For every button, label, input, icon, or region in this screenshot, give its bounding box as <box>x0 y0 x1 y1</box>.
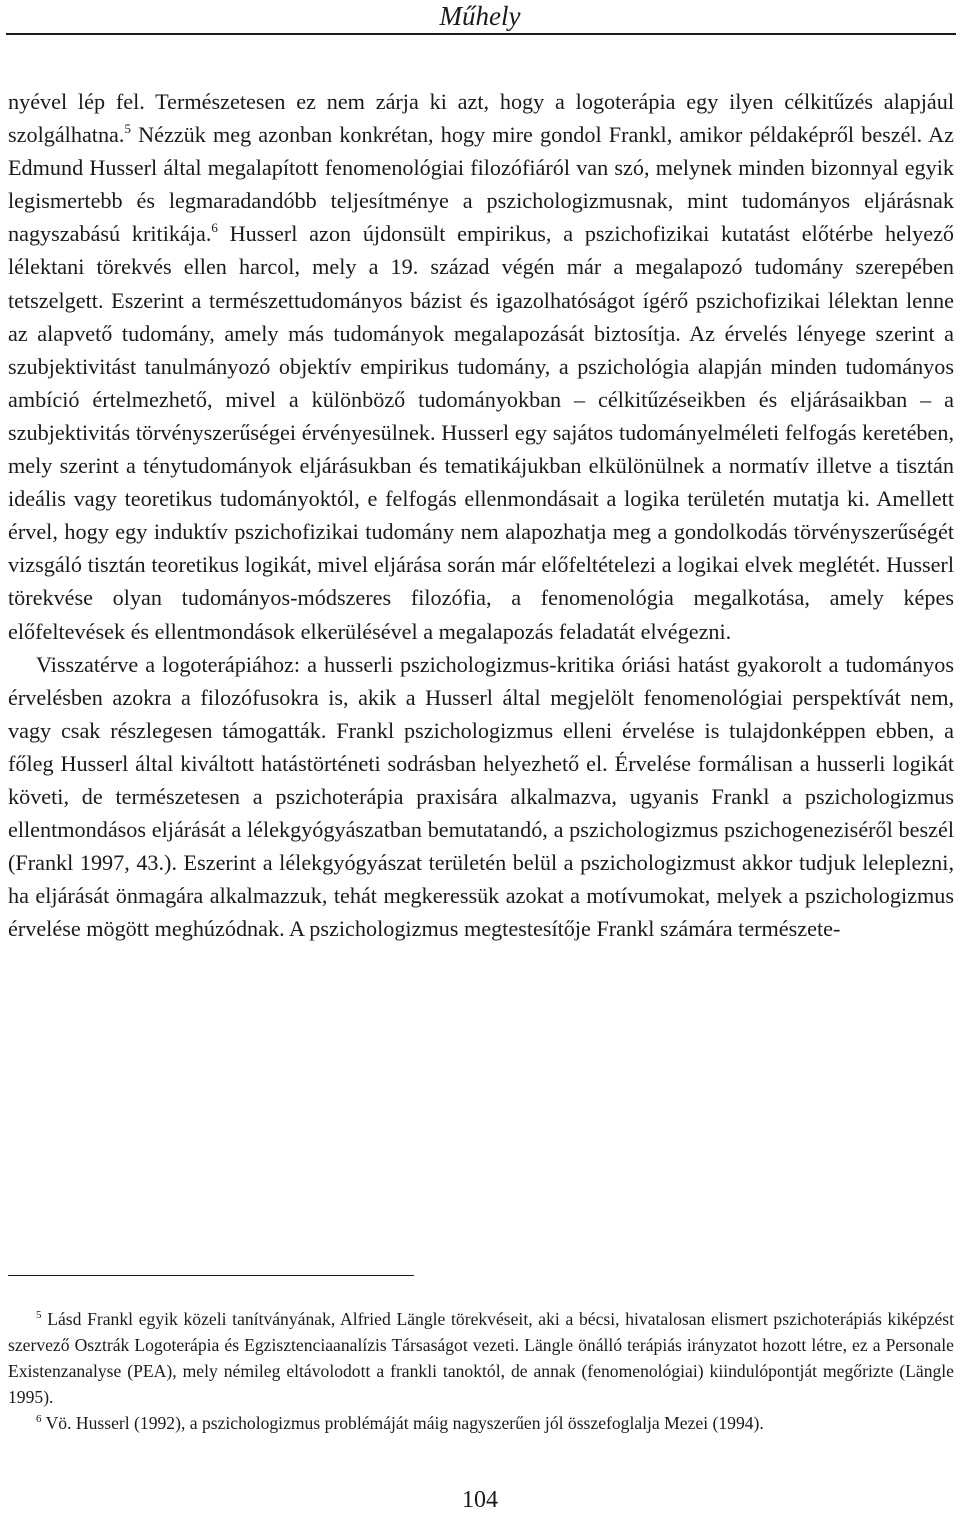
footnotes <box>8 1306 954 1436</box>
footnote-ref-5[interactable]: 5 <box>124 121 131 137</box>
paragraph-text: Nézzük meg azonban konkrétan, hogy mire gondol Frankl, amikor példaképről beszél. Az Edmund Husserl által megalapított fenomenológiai filozófiáról van szó, melynek minden bizonnyal egyik legismertebb és legmaradandóbb teljesítménye a pszichologizmusnak, mint tudományos eljárásnak nagyszabású kritikája. <box>8 122 954 247</box>
footnote-5 <box>8 1306 954 1410</box>
main-text <box>8 85 954 945</box>
footnote-text: Lásd Frankl egyik közeli tanítványának, Alfried Längle törekvéseit, aki a bécsi, hivatalosan elismert pszichoterápiás kiképzést szervező Osztrák Logoterápia és Egzisztenciaanalízis Társaságot vezeti. Längle önálló terápiás irányzatot hozott létre, ez a Personale Existenzanalyse (PEA), mely némileg eltávolodott a frankli tanoktól, de annak (fenomenológiai) kiindulópontját megőrizte (Längle 1995). <box>8 1309 954 1407</box>
footnote-ref-6[interactable]: 6 <box>211 220 218 236</box>
paragraph-text: Visszatérve a logoterápiához: a husserli pszichologizmus-kritika óriási hatást gyakorolt a tudományos érvelésben azokra a filozófusokra is, akik a Husserl által megjelölt fenomenológiai perspektívát nem, vagy csak részlegesen támogatták. Frankl pszichologizmus elleni érvelése is tulajdonképpen ebben, a főleg Husserl által kiváltott hatástörténeti sodrásban helyezhető el. Érvelése formálisan a husserli logikát követi, de természetesen a pszichoterápia praxisára alkalmazva, ugyanis Frankl a pszichologizmus ellentmondásos eljárását a lélekgyógyászatban bemutatandó, a pszichologizmus pszichogeneziséről beszél (Frankl 1997, 43.). Eszerint a lélekgyógyászat területén belül a pszichologizmust akkor tudjuk leleplezni, ha eljárását önmagára alkalmazzuk, tehát megkeressük azokat a motívumokat, melyek a pszichologizmus érvelése mögött meghúzódnak. A pszichologizmus megtestesítője Frankl számára természete- <box>8 651 954 942</box>
paragraph-text: Husserl azon újdonsült empirikus, a pszichofizikai kutatást előtérbe helyező lélektani törekvés ellen harcol, mely a 19. század végén már a megalapozó tudomány szerepében tetszelgett. Eszerint a természettudományos bázist és igazolhatóságot ígérő pszichofizikai lélektan lenne az alapvető tudomány, amely más tudományok megalapozását biztosítja. Az érvelés lényege szerint a szubjektivitást tanulmányozó objektív empirikus tudomány, a pszichológia alapján minden tudományos ambíció értelmezhető, mivel a különböző tudományokban – célkitűzéseikben és eljárásaikban – a szubjektivitás törvényszerűségei érvényesülnek. Husserl egy sajátos tudományelméleti felfogás keretében, mely szerint a ténytudományok eljárásukban és tematikájukban elkülönülnek a normatív illetve a tisztán ideális vagy teoretikus tudományoktól, e felfogás ellenmondásait a logika területén mutatja ki. Amellett érvel, hogy egy induktív pszichofizikai tudomány nem alapozhatja meg a gondolkodás törvényszerűségét vizsgáló tisztán teoretikus logikát, mivel eljárása során már előfeltételezi a logikai elvek meglétét. Husserl törekvése olyan tudományos-módszeres filozófia, a fenomenológia megalkotása, amely képes előfeltevések és ellentmondások elkerülésével a megalapozás feladatát elvégezni. <box>8 221 955 644</box>
paragraph-2 <box>8 648 954 946</box>
paragraph-text: nyével lép fel. Természetesen ez nem zárja ki azt, hogy a logoterápia egy ilyen célkitűzés alapjául szolgálhatna. <box>8 89 954 148</box>
footnote-separator <box>8 1275 414 1276</box>
page-number: 104 <box>462 1487 498 1513</box>
footnote-6 <box>8 1410 954 1436</box>
header-rule <box>6 33 956 35</box>
footnote-number: 5 <box>36 1309 42 1321</box>
footnote-text: Vö. Husserl (1992), a pszichologizmus problémáját máig nagyszerűen jól összefoglalja Mezei (1994). <box>45 1413 764 1433</box>
paragraph-1 <box>8 85 954 648</box>
footnote-number: 6 <box>36 1413 42 1425</box>
running-header: Műhely <box>439 1 521 31</box>
